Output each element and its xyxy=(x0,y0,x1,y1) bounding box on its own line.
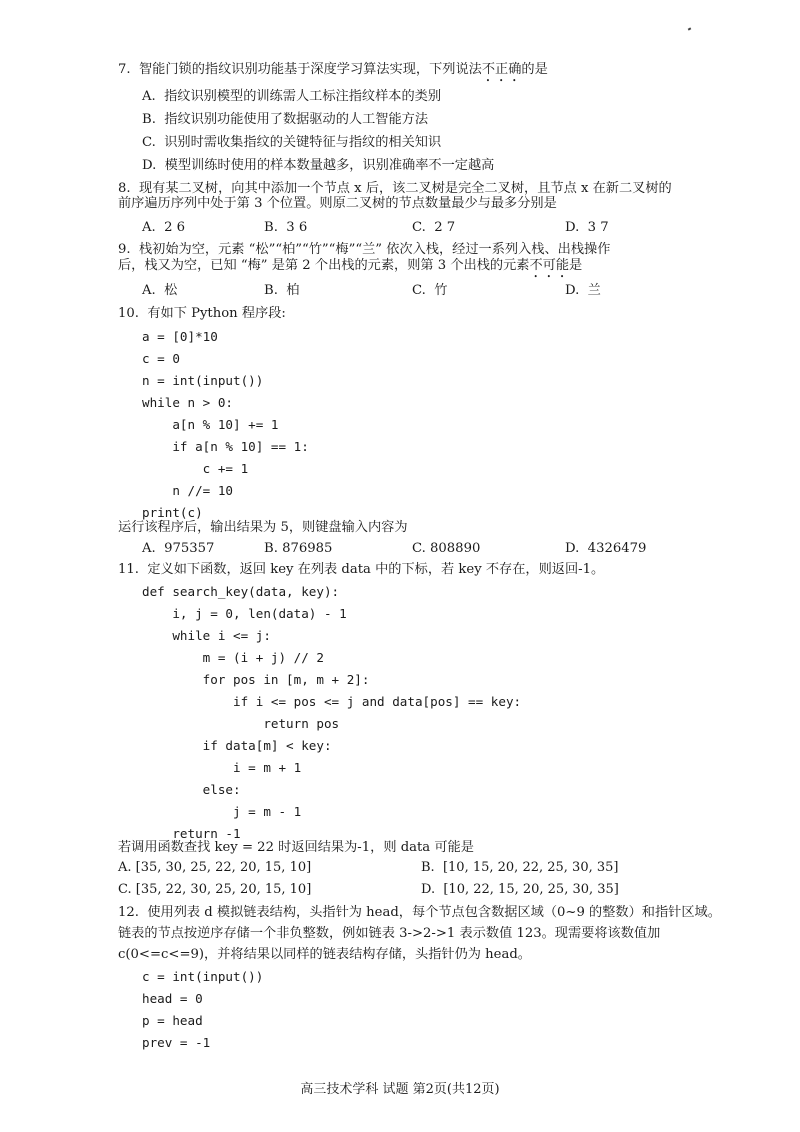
q12-code-line: head = 0 xyxy=(142,991,203,1006)
q7-stem: 7. 智能门锁的指纹识别功能基于深度学习算法实现，下列说法不正确的是 xyxy=(118,62,548,77)
q11-code-line: m = (i + j) // 2 xyxy=(142,650,324,665)
q8-option-a: A. 2 6 xyxy=(142,220,186,235)
page-footer: 高三技术学科 试题 第2页(共12页) xyxy=(300,1082,500,1097)
q7-option-a: A. 指纹识别模型的训练需人工标注指纹样本的类别 xyxy=(142,89,442,104)
q11-options-row2 xyxy=(118,882,619,898)
q8-option-d: D. 3 7 xyxy=(565,220,609,235)
q11-option-d: D. [10, 22, 15, 20, 25, 30, 35] xyxy=(421,882,619,897)
q11-code-line: if data[m] < key: xyxy=(142,738,332,753)
q12-code-line: prev = -1 xyxy=(142,1035,211,1050)
q10-options xyxy=(142,541,646,557)
q8-options xyxy=(142,220,609,236)
q11-option-a: A. [35, 30, 25, 22, 20, 15, 10] xyxy=(118,860,312,875)
q9-stem-line1: 9. 栈初始为空，元素 “松”“柏”“竹”“梅”“兰” 依次入栈，经过一系列入栈、出栈操作 xyxy=(118,242,611,257)
q11-option-c: C. [35, 22, 30, 25, 20, 15, 10] xyxy=(118,882,312,897)
q7-option-c: C. 识别时需收集指纹的关键特征与指纹的相关知识 xyxy=(142,135,442,150)
q9-emphasis: 不可能 xyxy=(529,258,570,273)
q7-option-b: B. 指纹识别功能使用了数据驱动的人工智能方法 xyxy=(142,112,429,127)
q10-code-line: a[n % 10] += 1 xyxy=(142,417,279,432)
q9-option-c: C. 竹 xyxy=(412,283,448,298)
q10-option-a: A. 975357 xyxy=(142,541,215,556)
q7-emphasis: 不正确 xyxy=(481,62,522,77)
q10-option-b: B. 876985 xyxy=(264,541,333,556)
q11-code-line: while i <= j: xyxy=(142,628,271,643)
q9-options xyxy=(142,283,601,299)
q12-stem-line1: 12. 使用列表 d 模拟链表结构，头指针为 head，每个节点包含数据区域（0~9 的整数）和指针区域。 xyxy=(118,905,721,920)
q12-stem-line3: c(0<=c<=9)，并将结果以同样的链表结构存储，头指针仍为 head。 xyxy=(118,947,531,962)
q11-code-line: return -1 xyxy=(142,826,241,841)
q9-stem-line2: 后，栈又为空，已知 “梅” 是第 2 个出栈的元素，则第 3 个出栈的元素不可能是 xyxy=(118,258,583,273)
q12-code-line: p = head xyxy=(142,1013,203,1028)
q10-code-line: print(c) xyxy=(142,505,203,520)
q10-code-line: c = 0 xyxy=(142,351,180,366)
q10-code-line: c += 1 xyxy=(142,461,249,476)
q11-stem: 11. 定义如下函数，返回 key 在列表 data 中的下标，若 key 不存在，则返回-1。 xyxy=(118,562,605,577)
q11-code-line: i, j = 0, len(data) - 1 xyxy=(142,606,347,621)
q11-question: 若调用函数查找 key = 22 时返回结果为-1，则 data 可能是 xyxy=(118,840,474,855)
q10-stem: 10. 有如下 Python 程序段: xyxy=(118,306,286,321)
q10-code-line: n //= 10 xyxy=(142,483,233,498)
q11-option-b: B. [10, 15, 20, 22, 25, 30, 35] xyxy=(421,860,619,875)
q8-stem-line2: 前序遍历序列中处于第 3 个位置。则原二叉树的节点数量最少与最多分别是 xyxy=(118,196,557,211)
q10-question: 运行该程序后，输出结果为 5，则键盘输入内容为 xyxy=(118,520,408,535)
q11-code-line: return pos xyxy=(142,716,340,731)
q11-options-row1 xyxy=(118,860,618,876)
q10-code-line: n = int(input()) xyxy=(142,373,264,388)
q11-code-line: j = m - 1 xyxy=(142,804,302,819)
q10-code-line: a = [0]*10 xyxy=(142,329,218,344)
q10-code-line: while n > 0: xyxy=(142,395,233,410)
q8-option-b: B. 3 6 xyxy=(264,220,308,235)
q12-stem-line2: 链表的节点按逆序存储一个非负整数，例如链表 3->2->1 表示数值 123。现需要将该数值加 xyxy=(118,926,661,941)
q10-code-line: if a[n % 10] == 1: xyxy=(142,439,309,454)
q8-option-c: C. 2 7 xyxy=(412,220,456,235)
q11-code-line: def search_key(data, key): xyxy=(142,584,340,599)
q10-option-d: D. 4326479 xyxy=(565,541,647,556)
q9-option-b: B. 柏 xyxy=(264,283,300,298)
scan-speck xyxy=(688,27,692,30)
q11-code-line: for pos in [m, m + 2]: xyxy=(142,672,370,687)
q11-code-line: i = m + 1 xyxy=(142,760,302,775)
q9-option-d: D. 兰 xyxy=(565,283,601,298)
q11-code-line: else: xyxy=(142,782,241,797)
q7-option-d: D. 模型训练时使用的样本数量越多，识别准确率不一定越高 xyxy=(142,158,495,173)
q10-option-c: C. 808890 xyxy=(412,541,481,556)
q12-code-line: c = int(input()) xyxy=(142,969,264,984)
q9-option-a: A. 松 xyxy=(142,283,178,298)
q11-code-line: if i <= pos <= j and data[pos] == key: xyxy=(142,694,522,709)
q8-stem-line1: 8. 现有某二叉树，向其中添加一个节点 x 后，该二叉树是完全二叉树，且节点 x 在新二叉树的 xyxy=(118,181,672,196)
